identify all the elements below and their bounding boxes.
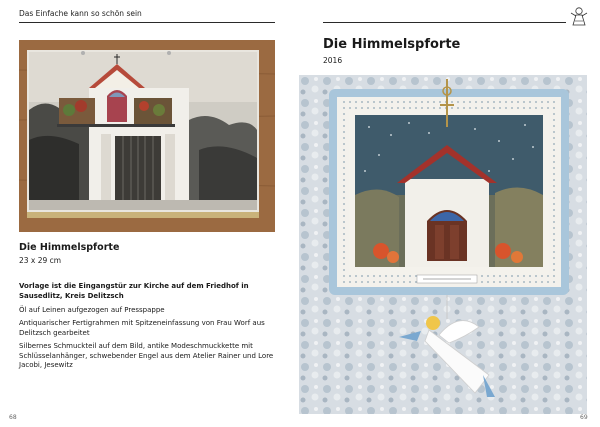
page-number-right: 69 — [580, 414, 588, 421]
page-number-left: 68 — [9, 414, 17, 421]
running-header: Das Einfache kann so schön sein — [19, 9, 142, 18]
header-rule-right — [323, 22, 566, 23]
page-title: Die Himmelspforte — [323, 37, 461, 52]
artwork-title: Die Himmelspforte — [19, 242, 120, 253]
caption-paragraph: Vorlage ist die Eingangstür zur Kirche auf dem Friedhof in Sausedlitz, Kreis Delitzsch — [19, 282, 249, 300]
caption-paragraph: Silbernes Schmuckteil auf dem Bild, antike Modeschmuckkette mit Schlüsselanhänger, schwebender Engel aus dem Atelier Rainer und Lore Jacobi, Jesewitz — [19, 342, 274, 369]
header-rule-left — [19, 22, 275, 23]
caption-paragraph: Antiquarischer Fertigrahmen mit Spitzeneinfassung von Frau Worf aus Delitzsch gearbeitet — [19, 319, 265, 337]
artwork-dimensions: 23 x 29 cm — [19, 256, 62, 265]
angel-logo-icon — [569, 5, 589, 27]
framed-artwork-photo — [299, 75, 587, 414]
reference-photo — [19, 40, 275, 232]
artwork-year: 2016 — [323, 56, 343, 65]
caption-paragraph: Öl auf Leinen aufgezogen auf Presspappe — [19, 306, 165, 314]
